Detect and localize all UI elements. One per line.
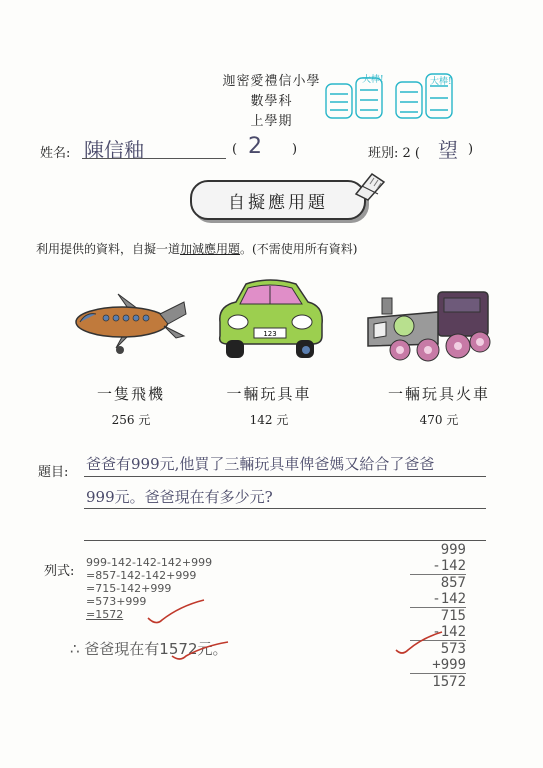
- question-rule-2: [84, 508, 486, 509]
- eraser-icon: [352, 170, 386, 206]
- calc-line-2: -142: [410, 558, 466, 575]
- item-name-car: 一輛玩具車: [226, 385, 312, 403]
- calc-line-1: 999: [440, 542, 466, 558]
- calc-line-9: 1572: [432, 674, 466, 690]
- working-line-5: =1572: [86, 608, 124, 621]
- class-close: ): [468, 142, 474, 157]
- instruction-suffix: 。(不需使用所有資料): [240, 242, 358, 256]
- question-line-2: 999元。爸爸現在有多少元?: [86, 488, 273, 506]
- working-line-1: 999-142-142-142+999: [86, 556, 213, 569]
- working-label: 列式:: [44, 564, 75, 579]
- school-name: 迦密愛禮信小學: [222, 74, 321, 89]
- question-rule-1: [84, 476, 486, 477]
- calc-line-7: 573: [440, 641, 466, 657]
- toy-car-icon: [212, 278, 328, 366]
- question-label: 題目:: [38, 465, 69, 480]
- calc-line-3: 857: [440, 575, 466, 591]
- number-open: (: [232, 142, 238, 157]
- item-price-car: 142 元: [249, 413, 289, 427]
- check-mark-icon-2: [170, 640, 230, 668]
- question-rule-3: [84, 540, 486, 541]
- student-number: 2: [248, 134, 262, 159]
- question-line-1: 爸爸有999元,他買了三輛玩具車俾爸媽又給合了爸爸: [86, 455, 435, 473]
- class-value: 望: [438, 138, 458, 162]
- stamp-text: 大棒!: [362, 75, 384, 85]
- item-name-train: 一輛玩具火車: [387, 385, 490, 403]
- banner-title: 自擬應用題: [228, 192, 328, 213]
- toy-train-icon: [364, 288, 492, 368]
- name-label: 姓名:: [40, 146, 71, 161]
- class-label: 班別: 2 (: [368, 146, 420, 161]
- check-mark-icon-3: [394, 630, 444, 664]
- subject: 數學科: [250, 94, 293, 109]
- student-name: 陳信釉: [84, 138, 144, 162]
- calc-line-6: -142: [410, 624, 466, 641]
- working-line-4: =573+999: [86, 595, 147, 608]
- answer-line: ∴ 爸爸現在有1572元。: [70, 640, 228, 658]
- working-line-2: =857-142-142+999: [86, 569, 197, 582]
- instruction-prefix: 利用提供的資料，自擬一道: [36, 242, 181, 256]
- item-price-train: 470 元: [419, 413, 459, 427]
- title-banner: [190, 180, 366, 220]
- name-line: [82, 158, 226, 159]
- vertical-calculation: [410, 542, 466, 690]
- calc-line-8: +999: [410, 657, 466, 674]
- stamp-icon: [322, 72, 462, 132]
- term: 上學期: [250, 114, 293, 129]
- stamp-text-2: 大棒!: [430, 77, 452, 87]
- item-name-airplane: 一隻飛機: [96, 385, 165, 403]
- number-close: ): [292, 142, 298, 157]
- calc-line-5: 715: [440, 608, 466, 624]
- check-mark-icon: [146, 598, 206, 632]
- working-line-3: =715-142+999: [86, 582, 172, 595]
- airplane-icon: [72, 288, 190, 362]
- instruction: [36, 240, 357, 257]
- item-price-airplane: 256 元: [111, 413, 151, 427]
- instruction-underlined: 加減應用題: [180, 242, 241, 256]
- svg-text:123: 123: [263, 330, 277, 338]
- calc-line-4: -142: [410, 591, 466, 608]
